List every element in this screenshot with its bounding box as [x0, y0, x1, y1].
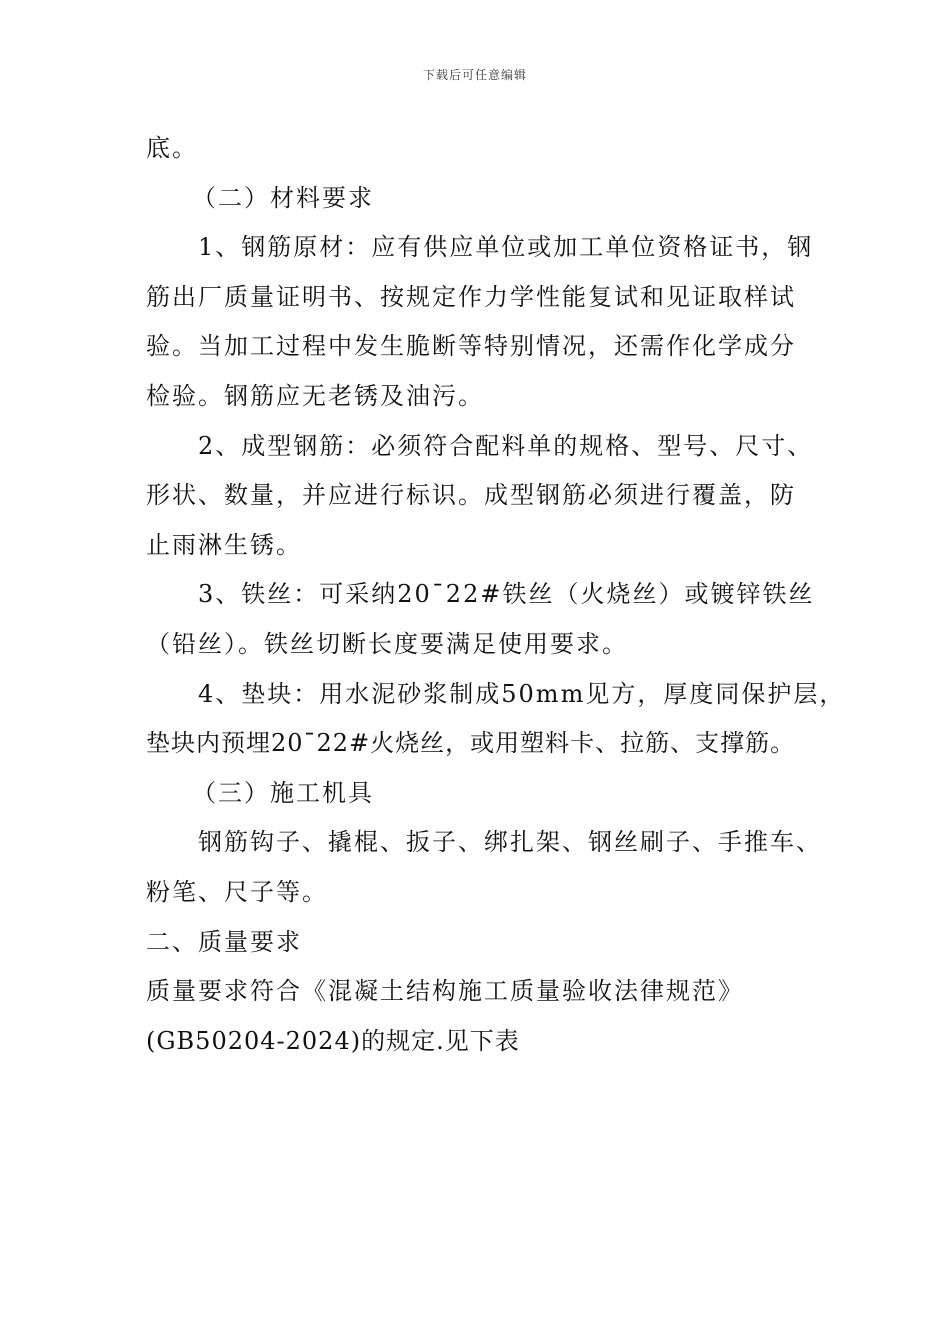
- body-line: 止雨淋生锈。: [146, 530, 302, 559]
- page-header: 下载后可任意编辑: [422, 68, 527, 82]
- body-line: 3、铁丝：可采纳20¯22#铁丝（火烧丝）或镀锌铁丝: [198, 580, 815, 609]
- body-line: （铅丝）。铁丝切断长度要满足使用要求。: [146, 629, 628, 658]
- body-line: 4、垫块：用水泥砂浆制成50mm见方，厚度同保护层，: [198, 679, 846, 708]
- body-line: 底。: [146, 134, 198, 162]
- body-line: 筋出厂质量证明书、按规定作力学性能复试和见证取样试: [146, 282, 796, 311]
- section-heading-materials: （二）材料要求: [192, 183, 374, 212]
- body-line: 检验。钢筋应无老锈及油污。: [146, 381, 484, 410]
- document-body: [146, 124, 846, 1066]
- body-line: 质量要求符合《混凝土结构施工质量验收法律规范》: [146, 977, 744, 1006]
- body-line: 形状、数量，并应进行标识。成型钢筋必须进行覆盖，防: [146, 481, 796, 510]
- body-line: 垫块内预埋20¯22#火烧丝，或用塑料卡、拉筋、支撑筋。: [146, 729, 796, 758]
- body-line: 钢筋钩子、撬棍、扳子、绑扎架、钢丝刷子、手推车、: [198, 828, 822, 857]
- body-line: 验。当加工过程中发生脆断等特别情况，还需作化学成分: [146, 332, 796, 361]
- body-line: 2、成型钢筋：必须符合配料单的规格、型号、尺寸、: [198, 431, 814, 460]
- body-line: 1、钢筋原材：应有供应单位或加工单位资格证书，钢: [198, 233, 814, 262]
- body-line: (GB50204-2024)的规定.见下表: [146, 1026, 520, 1055]
- section-heading-tools: （三）施工机具: [192, 778, 374, 807]
- body-line: 粉笔、尺子等。: [146, 877, 328, 906]
- section-heading-quality: 二、质量要求: [146, 927, 302, 956]
